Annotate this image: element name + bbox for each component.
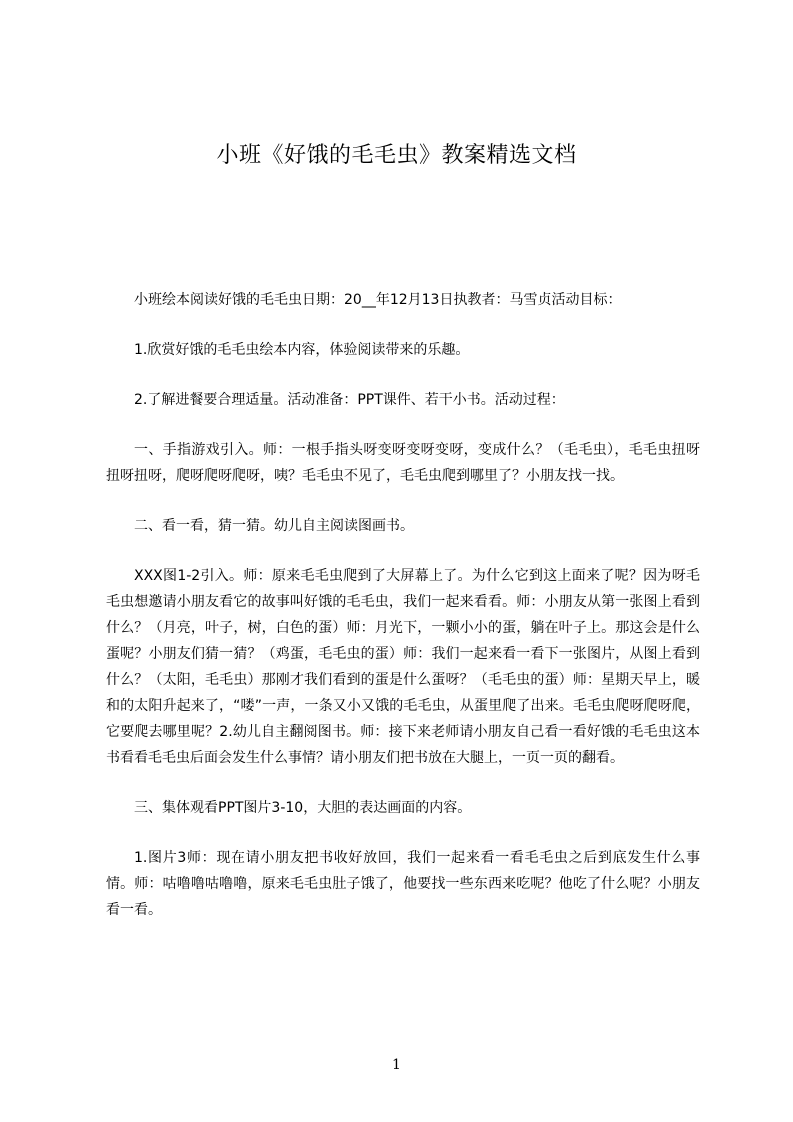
- page-number: 1: [392, 1057, 401, 1073]
- paragraph-step-2: 二、看一看，猜一猜。幼儿自主阅读图画书。: [134, 518, 414, 534]
- document-body: [106, 287, 700, 947]
- document-title: 小班《好饿的毛毛虫》教案精选文档: [216, 143, 577, 168]
- paragraph-intro: 小班绘本阅读好饿的毛毛虫日期：20__年12月13日执教者：马雪贞活动目标：: [134, 292, 622, 308]
- paragraph-goal-1: 1.欣赏好饿的毛毛虫绘本内容，体验阅读带来的乐趣。: [134, 342, 470, 358]
- paragraph-step-2-detail: XXX图1-2引入。师：原来毛毛虫爬到了大屏幕上了。为什么它到这上面来了呢？因为呀毛毛虫想邀请小朋友看它的故事叫好饿的毛毛虫，我们一起来看看。师：小朋友从第一张图上看到什么？（月亮，叶子，树，白色的蛋）师：月光下，一颗小小的蛋，躺在叶子上。那这会是什么蛋呢？小朋友们猜一猜？（鸡蛋，毛毛虫的蛋）师：我们一起来看一看下一张图片，从图上看到什么？（太阳，毛毛虫）那刚才我们看到的蛋是什么蛋呀？（毛毛虫的蛋）师：星期天早上，暖和的太阳升起来了，“喽”一声，一条又小又饿的毛毛虫，从蛋里爬了出来。毛毛虫爬呀爬呀爬，它要爬去哪里呢？2.幼儿自主翻阅图书。师：接下来老师请小朋友自己看一看好饿的毛毛虫这本书看看毛毛虫后面会发生什么事情？请小朋友们把书放在大腿上，一页一页的翻看。: [106, 568, 700, 766]
- paragraph-goal-2: 2.了解进餐要合理适量。活动准备：PPT课件、若干小书。活动过程：: [134, 392, 565, 408]
- paragraph-step-3-detail: 1.图片3师：现在请小朋友把书收好放回，我们一起来看一看毛毛虫之后到底发生什么事情。师：咕噜噜咕噜噜，原来毛毛虫肚子饿了，他要找一些东西来吃呢？他吃了什么呢？小朋友看一看。: [106, 850, 700, 918]
- paragraph-step-3: 三、集体观看PPT图片3-10，大胆的表达画面的内容。: [134, 800, 472, 816]
- paragraph-step-1: 一、手指游戏引入。师：一根手指头呀变呀变呀变呀，变成什么？（毛毛虫），毛毛虫扭呀扭呀扭呀，爬呀爬呀爬呀，咦？毛毛虫不见了，毛毛虫爬到哪里了？小朋友找一找。: [106, 442, 700, 484]
